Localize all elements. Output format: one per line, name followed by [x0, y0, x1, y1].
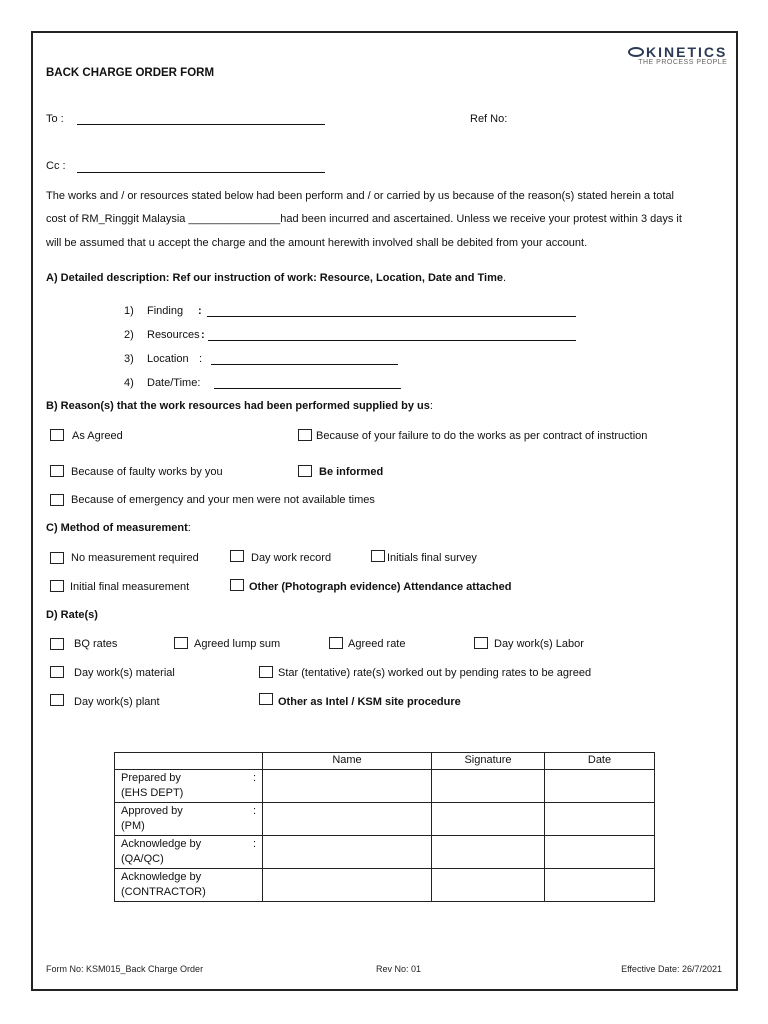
- option-agreed-rate: Agreed rate: [348, 638, 406, 650]
- intro-line-2: cost of RM_Ringgit Malaysia _______________had been incurred and ascertained. Unless we receive your protest within 3 days it: [46, 213, 682, 225]
- table-row: [115, 869, 655, 902]
- header-name: Name: [263, 753, 432, 770]
- checkbox-initials-final-survey[interactable]: [371, 550, 385, 562]
- section-d-heading: D) Rate(s): [46, 609, 98, 621]
- checkbox-be-informed[interactable]: [298, 465, 312, 477]
- option-day-work-labor: Day work(s) Labor: [494, 638, 584, 650]
- contractor-signature-cell[interactable]: [432, 869, 545, 902]
- option-emergency: Because of emergency and your men were not available times: [71, 494, 375, 506]
- table-row: [115, 770, 655, 803]
- header-signature: Signature: [432, 753, 545, 770]
- option-initial-final-measurement: Initial final measurement: [70, 581, 190, 593]
- checkbox-day-work-plant[interactable]: [50, 694, 64, 706]
- section-b-heading: B) Reason(s) that the work resources had been performed supplied by us:: [46, 400, 433, 412]
- item-num-1: 1): [124, 305, 134, 317]
- contractor-name-cell[interactable]: [263, 869, 432, 902]
- checkbox-initial-final-measurement[interactable]: [50, 580, 64, 592]
- checkbox-other-intel-ksm[interactable]: [259, 693, 273, 705]
- item-num-3: 3): [124, 353, 134, 365]
- footer-rev-no: Rev No: 01: [376, 964, 422, 974]
- option-faulty-works: Because of faulty works by you: [71, 466, 223, 478]
- footer-form-no: Form No: KSM015_Back Charge Order: [46, 964, 204, 974]
- table-row: [115, 803, 655, 836]
- finding-label: Finding: [147, 305, 184, 317]
- to-field[interactable]: [77, 124, 325, 125]
- option-agreed-lump-sum: Agreed lump sum: [194, 638, 281, 650]
- cc-field[interactable]: [77, 172, 325, 173]
- header-blank: [115, 753, 263, 770]
- option-no-measurement: No measurement required: [71, 552, 199, 564]
- option-other-photograph: Other (Photograph evidence) Attendance attached: [249, 581, 512, 593]
- option-bq-rates: BQ rates: [74, 638, 118, 650]
- approved-signature-cell[interactable]: [432, 803, 545, 836]
- checkbox-agreed-rate[interactable]: [329, 637, 343, 649]
- checkbox-other-photograph[interactable]: [230, 579, 244, 591]
- checkbox-no-measurement[interactable]: [50, 552, 64, 564]
- option-failure-contract: Because of your failure to do the works as per contract of instruction: [316, 430, 648, 442]
- checkbox-as-agreed[interactable]: [50, 429, 64, 441]
- logo-brand: KINETICS: [646, 44, 728, 60]
- logo-tagline: THE PROCESS PEOPLE: [638, 59, 728, 66]
- form-title: BACK CHARGE ORDER FORM: [46, 67, 215, 79]
- datetime-field[interactable]: [214, 388, 401, 389]
- qaqc-name-cell[interactable]: [263, 836, 432, 869]
- table-row: [115, 836, 655, 869]
- approved-name-cell[interactable]: [263, 803, 432, 836]
- resources-colon: :: [201, 329, 205, 341]
- logo-swirl-icon: [628, 47, 644, 57]
- option-star-rate: Star (tentative) rate(s) worked out by pending rates to be agreed: [278, 667, 592, 679]
- prepared-name-cell[interactable]: [263, 770, 432, 803]
- checkbox-day-work-material[interactable]: [50, 666, 64, 678]
- option-be-informed: Be informed: [319, 466, 384, 478]
- option-initials-final-survey: Initials final survey: [387, 552, 477, 564]
- row-label-contractor: Acknowledge by (CONTRACTOR): [115, 869, 263, 902]
- signature-table: [114, 752, 655, 902]
- option-as-agreed: As Agreed: [72, 430, 123, 442]
- item-num-2: 2): [124, 329, 134, 341]
- row-label-qaqc: : Acknowledge by (QA/QC): [115, 836, 263, 869]
- row-label-approved: : Approved by (PM): [115, 803, 263, 836]
- qaqc-date-cell[interactable]: [545, 836, 655, 869]
- checkbox-day-work-record[interactable]: [230, 550, 244, 562]
- location-label: Location: [147, 353, 189, 365]
- checkbox-day-work-labor[interactable]: [474, 637, 488, 649]
- checkbox-faulty-works[interactable]: [50, 465, 64, 477]
- ref-no-label: Ref No:: [470, 113, 508, 125]
- prepared-date-cell[interactable]: [545, 770, 655, 803]
- option-day-work-material: Day work(s) material: [74, 667, 175, 679]
- finding-field[interactable]: [207, 316, 576, 317]
- location-colon: :: [199, 353, 203, 365]
- qaqc-signature-cell[interactable]: [432, 836, 545, 869]
- finding-colon: :: [198, 305, 202, 317]
- checkbox-bq-rates[interactable]: [50, 638, 64, 650]
- signature-table-header: [115, 753, 655, 770]
- resources-label: Resources: [147, 329, 200, 341]
- prepared-signature-cell[interactable]: [432, 770, 545, 803]
- resources-field[interactable]: [208, 340, 576, 341]
- header-date: Date: [545, 753, 655, 770]
- section-c-heading: C) Method of measurement:: [46, 522, 191, 534]
- checkbox-agreed-lump-sum[interactable]: [174, 637, 188, 649]
- intro-line-3: will be assumed that u accept the charge and the amount herewith involved shall be debited from your account.: [46, 237, 588, 249]
- to-label: To :: [46, 113, 64, 125]
- location-field[interactable]: [211, 364, 398, 365]
- row-label-prepared: : Prepared by (EHS DEPT): [115, 770, 263, 803]
- option-day-work-plant: Day work(s) plant: [74, 696, 160, 708]
- approved-date-cell[interactable]: [545, 803, 655, 836]
- option-other-intel-ksm: Other as Intel / KSM site procedure: [278, 696, 461, 708]
- checkbox-emergency[interactable]: [50, 494, 64, 506]
- checkbox-star-rate[interactable]: [259, 666, 273, 678]
- footer-effective-date: Effective Date: 26/7/2021: [621, 964, 722, 974]
- intro-line-1: The works and / or resources stated below had been perform and / or carried by us because of the reason(s) stated herein a total: [46, 190, 674, 202]
- cc-label: Cc :: [46, 160, 66, 172]
- item-num-4: 4): [124, 377, 134, 389]
- checkbox-failure-contract[interactable]: [298, 429, 312, 441]
- contractor-date-cell[interactable]: [545, 869, 655, 902]
- option-day-work-record: Day work record: [251, 552, 332, 564]
- section-a-heading: A) Detailed description: Ref our instruction of work: Resource, Location, Date and Time.: [46, 272, 507, 284]
- company-logo: [628, 44, 727, 66]
- datetime-label: Date/Time:: [147, 377, 201, 389]
